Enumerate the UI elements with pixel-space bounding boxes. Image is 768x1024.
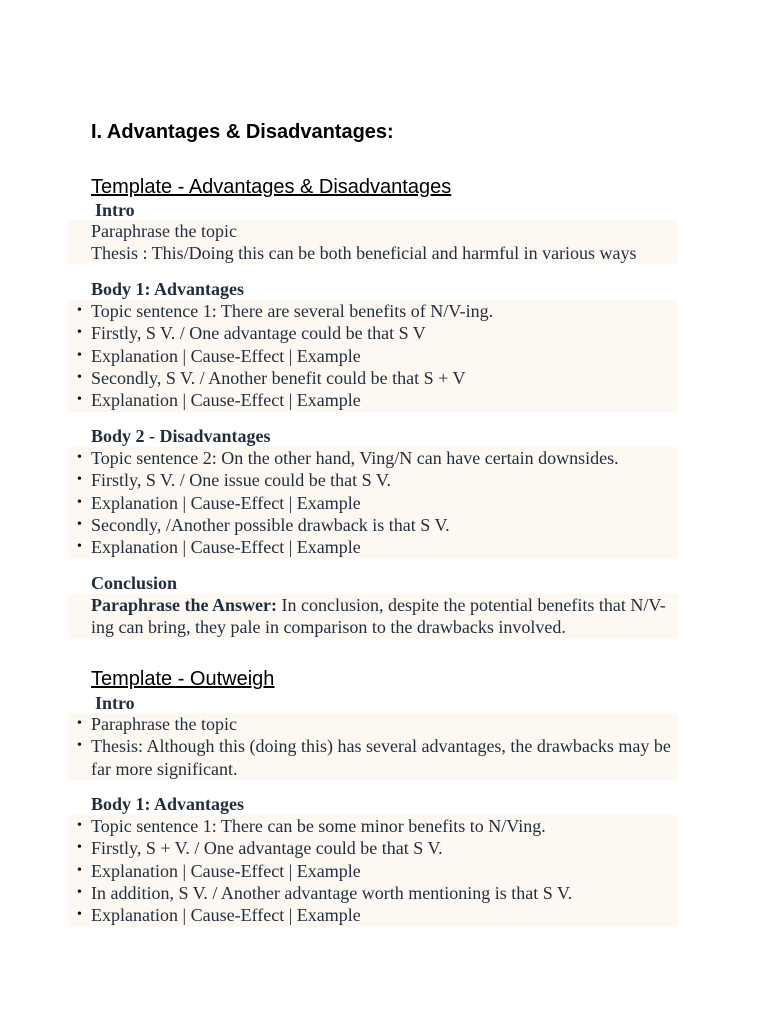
conclusion-lead: Paraphrase the Answer:	[91, 595, 277, 615]
list-item	[68, 389, 678, 411]
list-item	[68, 447, 678, 469]
t1-intro-box	[68, 220, 678, 264]
list-item	[68, 860, 678, 882]
list-item	[68, 514, 678, 536]
list-item-text: Secondly, S V. / Another benefit could be that S + V	[91, 367, 466, 388]
t1-conclusion-box	[68, 594, 678, 639]
list-item-text: Topic sentence 1: There are several benefits of N/V-ing.	[91, 301, 494, 321]
list-item	[68, 815, 678, 837]
bullet-icon: •	[77, 738, 82, 754]
list-item-text: Topic sentence 1: There can be some minor benefits to N/Ving.	[91, 816, 546, 836]
list-item	[68, 345, 678, 367]
list-item-text: Firstly, S V. / One issue could be that S V.	[91, 470, 392, 491]
list-item-text: Thesis: Although this (doing this) has several advantages, the drawbacks may be far more significant.	[91, 736, 671, 779]
bullet-icon: •	[77, 347, 82, 363]
bullet-icon: •	[77, 884, 82, 900]
t1-body1-list	[68, 300, 678, 412]
t2-body1-list	[68, 815, 678, 927]
t1-body2-list	[68, 447, 678, 559]
bullet-icon: •	[77, 516, 82, 532]
document-heading: I. Advantages & Disadvantages:	[91, 121, 394, 143]
list-item-text: Explanation | Cause-Effect | Example	[91, 905, 361, 926]
list-item	[68, 904, 678, 926]
list-item	[68, 492, 678, 514]
list-item	[68, 367, 678, 389]
template-outweigh-title: Template - Outweigh	[91, 668, 275, 690]
list-item-text: Firstly, S V. / One advantage could be that S V	[91, 323, 426, 344]
t1-body2-label: Body 2 - Disadvantages	[91, 426, 271, 446]
list-item	[68, 837, 678, 859]
t1-intro-line: Thesis : This/Doing this can be both beneficial and harmful in various ways	[91, 243, 637, 264]
list-item-text: Explanation | Cause-Effect | Example	[91, 537, 361, 558]
list-item	[68, 536, 678, 558]
bullet-icon: •	[77, 472, 82, 488]
list-item-text: Explanation | Cause-Effect | Example	[91, 492, 361, 513]
template-advantages-disadvantages-title: Template - Advantages & Disadvantages	[91, 176, 452, 198]
bullet-icon: •	[77, 716, 82, 731]
conclusion-paragraph	[68, 594, 678, 639]
t1-conclusion-label: Conclusion	[91, 573, 178, 593]
list-item-text: Explanation | Cause-Effect | Example	[91, 390, 361, 411]
list-item	[68, 300, 678, 322]
list-item	[68, 469, 678, 491]
list-item-text: Explanation | Cause-Effect | Example	[91, 345, 361, 366]
list-item-text: Secondly, /Another possible drawback is that S V.	[91, 514, 450, 535]
t2-body1-label: Body 1: Advantages	[91, 794, 245, 814]
bullet-icon: •	[77, 539, 82, 555]
bullet-icon: •	[77, 862, 82, 878]
bullet-icon: •	[77, 450, 82, 465]
t2-intro-label: Intro	[95, 693, 135, 713]
t1-body1-label: Body 1: Advantages	[91, 279, 245, 299]
bullet-icon: •	[77, 392, 82, 408]
list-item-text: Explanation | Cause-Effect | Example	[91, 860, 361, 881]
t1-intro-label: Intro	[95, 200, 135, 220]
list-item	[68, 322, 678, 344]
t1-intro-line: Paraphrase the topic	[91, 221, 237, 241]
list-item	[68, 882, 678, 904]
bullet-icon: •	[77, 303, 82, 318]
list-item-text: Topic sentence 2: On the other hand, Ving/N can have certain downsides.	[91, 448, 619, 468]
list-item	[68, 713, 678, 735]
list-item-text: Paraphrase the topic	[91, 714, 237, 734]
list-item	[68, 735, 678, 780]
bullet-icon: •	[77, 369, 82, 385]
list-item-text: Firstly, S + V. / One advantage could be that S V.	[91, 838, 443, 859]
bullet-icon: •	[77, 907, 82, 923]
t2-intro-list	[68, 713, 678, 780]
bullet-icon: •	[77, 840, 82, 856]
bullet-icon: •	[77, 818, 82, 833]
conclusion-text: In conclusion, despite the potential benefits that N/V-ing can bring, they pale in comparison to the drawbacks involved.	[91, 595, 666, 638]
bullet-icon: •	[77, 494, 82, 510]
list-item-text: In addition, S V. / Another advantage worth mentioning is that S V.	[91, 882, 573, 903]
bullet-icon: •	[77, 325, 82, 341]
